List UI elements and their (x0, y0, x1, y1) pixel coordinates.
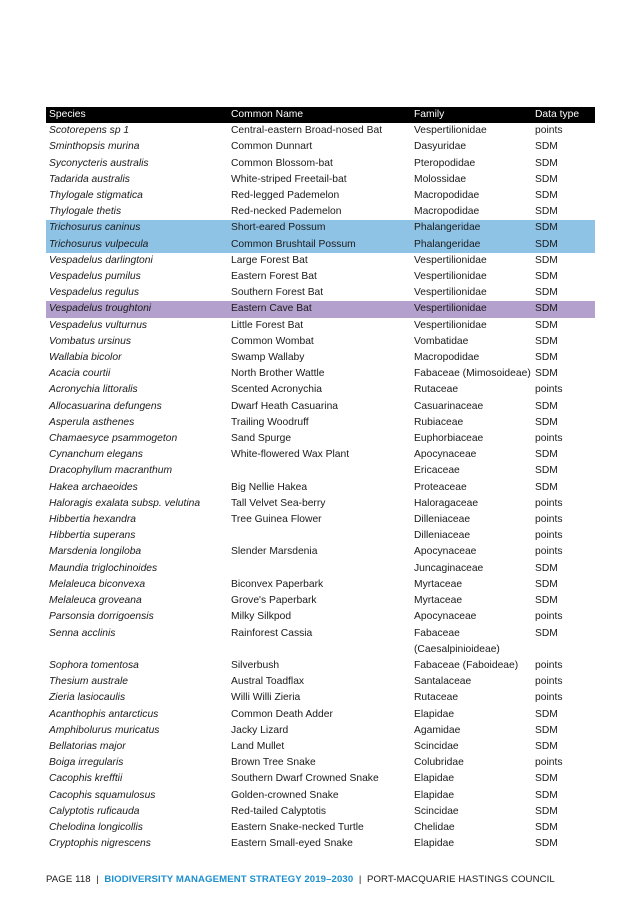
species-cell: Chamaesyce psammogeton (49, 433, 178, 445)
common-name-cell: Silverbush (231, 659, 280, 671)
species-cell: Wallabia bicolor (49, 352, 122, 364)
species-cell: Allocasuarina defungens (49, 400, 162, 412)
data-type-cell: SDM (535, 708, 558, 720)
common-name-cell: Short-eared Possum (228, 220, 411, 236)
table-row (46, 512, 595, 528)
data-type-cell: SDM (535, 724, 558, 736)
common-name-cell: Red-necked Pademelon (231, 206, 342, 218)
table-row (46, 156, 595, 172)
species-cell: Boiga irregularis (49, 757, 124, 769)
data-type-cell: SDM (535, 449, 558, 461)
species-cell: Marsdenia longiloba (49, 546, 142, 558)
common-name-cell: Biconvex Paperbark (231, 578, 324, 590)
header-family: Family (411, 107, 532, 123)
common-name-cell: Land Mullet (231, 740, 285, 752)
table-row (46, 707, 595, 723)
common-name-cell: Southern Dwarf Crowned Snake (231, 773, 379, 785)
common-name-cell: Central-eastern Broad-nosed Bat (231, 125, 383, 137)
common-name-cell: Sand Spurge (231, 433, 292, 445)
data-type-cell: SDM (535, 157, 558, 169)
family-cell: Apocynaceae (414, 449, 477, 461)
species-cell: Acanthophis antarcticus (49, 708, 159, 720)
species-cell: Hakea archaeoides (49, 481, 138, 493)
common-name-cell: Common Death Adder (231, 708, 333, 720)
species-cell: Haloragis exalata subsp. velutina (49, 497, 201, 509)
table-row (46, 139, 595, 155)
common-name-cell: Large Forest Bat (231, 254, 308, 266)
table-row (46, 609, 595, 625)
table-row (46, 318, 595, 334)
data-type-cell: points (535, 692, 563, 704)
family-cell: Vespertilionidae (414, 125, 487, 137)
table-row (46, 334, 595, 350)
family-cell: Casuarinaceae (414, 400, 484, 412)
family-cell: Fabaceae (Mimosoideae) (414, 368, 531, 380)
table-row (46, 269, 595, 285)
table-row (46, 690, 595, 706)
table-row (46, 528, 595, 544)
data-type-cell: SDM (535, 190, 558, 202)
species-cell: Acacia courtii (49, 368, 111, 380)
organization-name: PORT-MACQUARIE HASTINGS COUNCIL (366, 874, 555, 885)
common-name-cell: Golden-crowned Snake (231, 789, 339, 801)
common-name-cell: Eastern Forest Bat (231, 271, 317, 283)
species-cell: Cacophis krefftii (49, 773, 123, 785)
data-type-cell: SDM (535, 141, 558, 153)
data-type-cell: points (535, 530, 563, 542)
table-row (46, 788, 595, 804)
data-type-cell: SDM (532, 237, 595, 253)
footer-separator: | (96, 874, 99, 885)
table-row (46, 593, 595, 609)
family-cell: Scincidae (414, 805, 459, 817)
table-row (46, 188, 595, 204)
data-type-cell: points (535, 611, 563, 623)
table-row (46, 804, 595, 820)
table-row (46, 366, 595, 382)
common-name-cell: Rainforest Cassia (231, 627, 313, 639)
table-row (46, 285, 595, 301)
table-row (46, 172, 595, 188)
common-name-cell: Jacky Lizard (231, 724, 289, 736)
species-cell: Maundia triglochinoides (49, 562, 158, 574)
data-type-cell: SDM (535, 627, 558, 639)
family-cell: Dasyuridae (414, 141, 467, 153)
family-cell: Fabaceae (Caesalpinioideae) (414, 627, 500, 655)
data-type-cell: points (535, 433, 563, 445)
table-row (46, 399, 595, 415)
table-row (46, 415, 595, 431)
data-type-cell: SDM (535, 319, 558, 331)
common-name-cell: North Brother Wattle (231, 368, 325, 380)
table-row (46, 674, 595, 690)
family-cell: Fabaceae (Faboideae) (414, 659, 519, 671)
family-cell: Phalangeridae (411, 220, 532, 236)
common-name-cell: Slender Marsdenia (231, 546, 318, 558)
common-name-cell: Big Nellie Hakea (231, 481, 308, 493)
data-type-cell: SDM (535, 400, 558, 412)
table-row (46, 123, 595, 139)
species-cell: Trichosurus vulpecula (46, 237, 228, 253)
common-name-cell: Common Dunnart (231, 141, 313, 153)
table-row (46, 771, 595, 787)
family-cell: Rubiaceae (414, 416, 464, 428)
table-row (46, 204, 595, 220)
common-name-cell: Eastern Small-eyed Snake (231, 838, 353, 850)
species-cell: Sophora tomentosa (49, 659, 139, 671)
family-cell: Vespertilionidae (411, 301, 532, 317)
common-name-cell: Dwarf Heath Casuarina (231, 400, 339, 412)
species-cell: Cryptophis nigrescens (49, 838, 151, 850)
table-row (46, 220, 595, 236)
family-cell: Agamidae (414, 724, 461, 736)
common-name-cell (228, 528, 411, 544)
data-type-cell: SDM (535, 481, 558, 493)
data-type-cell: SDM (535, 206, 558, 218)
common-name-cell: Grove's Paperbark (231, 595, 317, 607)
species-cell: Zieria lasiocaulis (49, 692, 126, 704)
family-cell: Myrtaceae (414, 578, 463, 590)
family-cell: Ericaceae (414, 465, 460, 477)
family-cell: Macropodidae (414, 206, 480, 218)
table-row (46, 447, 595, 463)
table-row (46, 739, 595, 755)
species-cell: Thylogale thetis (49, 206, 122, 218)
species-cell: Tadarida australis (49, 173, 130, 185)
data-type-cell: SDM (532, 301, 595, 317)
common-name-cell: Common Wombat (231, 335, 314, 347)
page-number: PAGE 118 (46, 874, 91, 885)
data-type-cell: SDM (535, 368, 558, 380)
family-cell: Euphorbiaceae (414, 433, 484, 445)
species-cell: Thesium australe (49, 676, 128, 688)
species-cell: Thylogale stigmatica (49, 190, 143, 202)
family-cell: Elapidae (414, 838, 455, 850)
header-data-type: Data type (532, 107, 595, 123)
species-cell: Scotorepens sp 1 (49, 125, 130, 137)
family-cell: Vespertilionidae (414, 319, 487, 331)
species-cell: Vespadelus troughtoni (46, 301, 228, 317)
species-cell: Bellatorias major (49, 740, 126, 752)
family-cell: Pteropodidae (414, 157, 476, 169)
species-cell: Hibbertia superans (49, 530, 136, 542)
data-type-cell: SDM (535, 173, 558, 185)
data-type-cell: SDM (532, 220, 595, 236)
table-row (46, 237, 595, 253)
data-type-cell: points (535, 384, 563, 396)
family-cell: Vombatidae (414, 335, 469, 347)
common-name-cell: Willi Willi Zieria (231, 692, 301, 704)
table-row (46, 544, 595, 560)
common-name-cell: Swamp Wallaby (231, 352, 305, 364)
data-type-cell: SDM (535, 789, 558, 801)
species-cell: Trichosurus caninus (46, 220, 228, 236)
data-type-cell: SDM (535, 416, 558, 428)
common-name-cell (228, 463, 411, 479)
data-type-cell: SDM (535, 271, 558, 283)
table-row (46, 463, 595, 479)
species-cell: Melaleuca biconvexa (49, 578, 146, 590)
species-cell: Dracophyllum macranthum (49, 465, 173, 477)
table-row (46, 561, 595, 577)
data-type-cell: SDM (535, 805, 558, 817)
species-cell: Chelodina longicollis (49, 821, 143, 833)
table-body (46, 123, 595, 852)
data-type-cell: SDM (535, 465, 558, 477)
family-cell: Juncaginaceae (414, 562, 484, 574)
table-row (46, 723, 595, 739)
family-cell: Elapidae (414, 773, 455, 785)
family-cell: Apocynaceae (414, 546, 477, 558)
family-cell: Phalangeridae (411, 237, 532, 253)
data-type-cell: SDM (535, 838, 558, 850)
species-cell: Acronychia littoralis (49, 384, 138, 396)
common-name-cell: Common Brushtail Possum (228, 237, 411, 253)
data-type-cell: points (535, 659, 563, 671)
common-name-cell: Eastern Snake-necked Turtle (231, 821, 364, 833)
family-cell: Vespertilionidae (414, 271, 487, 283)
common-name-cell: Milky Silkpod (231, 611, 292, 623)
species-cell: Vespadelus vulturnus (49, 319, 148, 331)
page-footer (46, 874, 555, 885)
data-type-cell: SDM (535, 335, 558, 347)
family-cell: Proteaceae (414, 481, 467, 493)
header-species: Species (46, 107, 228, 123)
common-name-cell: Austral Toadflax (231, 676, 305, 688)
common-name-cell: Little Forest Bat (231, 319, 304, 331)
family-cell: Scincidae (414, 740, 459, 752)
table-row (46, 253, 595, 269)
species-cell: Sminthopsis murina (49, 141, 140, 153)
family-cell: Chelidae (414, 821, 455, 833)
common-name-cell: Brown Tree Snake (231, 757, 316, 769)
common-name-cell: Trailing Woodruff (231, 416, 309, 428)
family-cell: Molossidae (414, 173, 467, 185)
species-cell: Senna acclinis (49, 627, 116, 639)
family-cell: Dilleniaceae (414, 514, 471, 526)
family-cell: Elapidae (414, 708, 455, 720)
data-type-cell: SDM (535, 821, 558, 833)
species-cell: Syconycteris australis (49, 157, 149, 169)
data-type-cell: points (535, 497, 563, 509)
data-type-cell: SDM (535, 740, 558, 752)
family-cell: Dilleniaceae (414, 530, 471, 542)
table-row (46, 820, 595, 836)
common-name-cell: Red-tailed Calyptotis (231, 805, 327, 817)
species-cell: Vespadelus regulus (49, 287, 140, 299)
species-cell: Cynanchum elegans (49, 449, 143, 461)
table-row (46, 301, 595, 317)
common-name-cell: Tree Guinea Flower (231, 514, 322, 526)
family-cell: Colubridae (414, 757, 464, 769)
common-name-cell: Common Blossom-bat (231, 157, 333, 169)
species-cell: Hibbertia hexandra (49, 514, 137, 526)
species-cell: Vombatus ursinus (49, 335, 132, 347)
species-cell: Vespadelus darlingtoni (49, 254, 153, 266)
species-table (46, 107, 595, 852)
species-cell: Vespadelus pumilus (49, 271, 141, 283)
header-common-name: Common Name (228, 107, 411, 123)
family-cell: Elapidae (414, 789, 455, 801)
table-row (46, 658, 595, 674)
common-name-cell (228, 561, 411, 577)
data-type-cell: SDM (535, 562, 558, 574)
table-row (46, 382, 595, 398)
common-name-cell: White-flowered Wax Plant (231, 449, 350, 461)
species-cell: Asperula asthenes (49, 416, 135, 428)
table-row (46, 626, 595, 658)
data-type-cell: SDM (535, 773, 558, 785)
family-cell: Haloragaceae (414, 497, 479, 509)
species-cell: Parsonsia dorrigoensis (49, 611, 154, 623)
table-row (46, 496, 595, 512)
family-cell: Rutaceae (414, 692, 459, 704)
common-name-cell: Southern Forest Bat (231, 287, 324, 299)
data-type-cell: SDM (535, 578, 558, 590)
common-name-cell: Red-legged Pademelon (231, 190, 340, 202)
common-name-cell: Scented Acronychia (231, 384, 323, 396)
data-type-cell: SDM (535, 254, 558, 266)
family-cell: Macropodidae (414, 190, 480, 202)
table-header-row (46, 107, 595, 123)
species-cell: Melaleuca groveana (49, 595, 142, 607)
family-cell: Santalaceae (414, 676, 472, 688)
species-cell: Amphibolurus muricatus (49, 724, 160, 736)
family-cell: Macropodidae (414, 352, 480, 364)
data-type-cell: points (535, 125, 563, 137)
common-name-cell: Eastern Cave Bat (228, 301, 411, 317)
family-cell: Vespertilionidae (414, 287, 487, 299)
data-type-cell: SDM (535, 287, 558, 299)
data-type-cell: points (535, 514, 563, 526)
footer-separator: | (358, 874, 362, 885)
common-name-cell: Tall Velvet Sea-berry (231, 497, 326, 509)
family-cell: Vespertilionidae (414, 254, 487, 266)
data-type-cell: SDM (535, 352, 558, 364)
family-cell: Apocynaceae (414, 611, 477, 623)
species-cell: Calyptotis ruficauda (49, 805, 140, 817)
table-row (46, 480, 595, 496)
data-type-cell: points (535, 757, 563, 769)
document-title: BIODIVERSITY MANAGEMENT STRATEGY 2019–2030 (104, 874, 354, 885)
table-row (46, 431, 595, 447)
species-cell: Cacophis squamulosus (49, 789, 156, 801)
data-type-cell: points (535, 676, 563, 688)
family-cell: Myrtaceae (414, 595, 463, 607)
table-row (46, 755, 595, 771)
data-type-cell: points (535, 546, 563, 558)
table-row (46, 350, 595, 366)
common-name-cell: White-striped Freetail-bat (231, 173, 347, 185)
table-row (46, 577, 595, 593)
data-type-cell: SDM (535, 595, 558, 607)
table-row (46, 836, 595, 852)
family-cell: Rutaceae (414, 384, 459, 396)
